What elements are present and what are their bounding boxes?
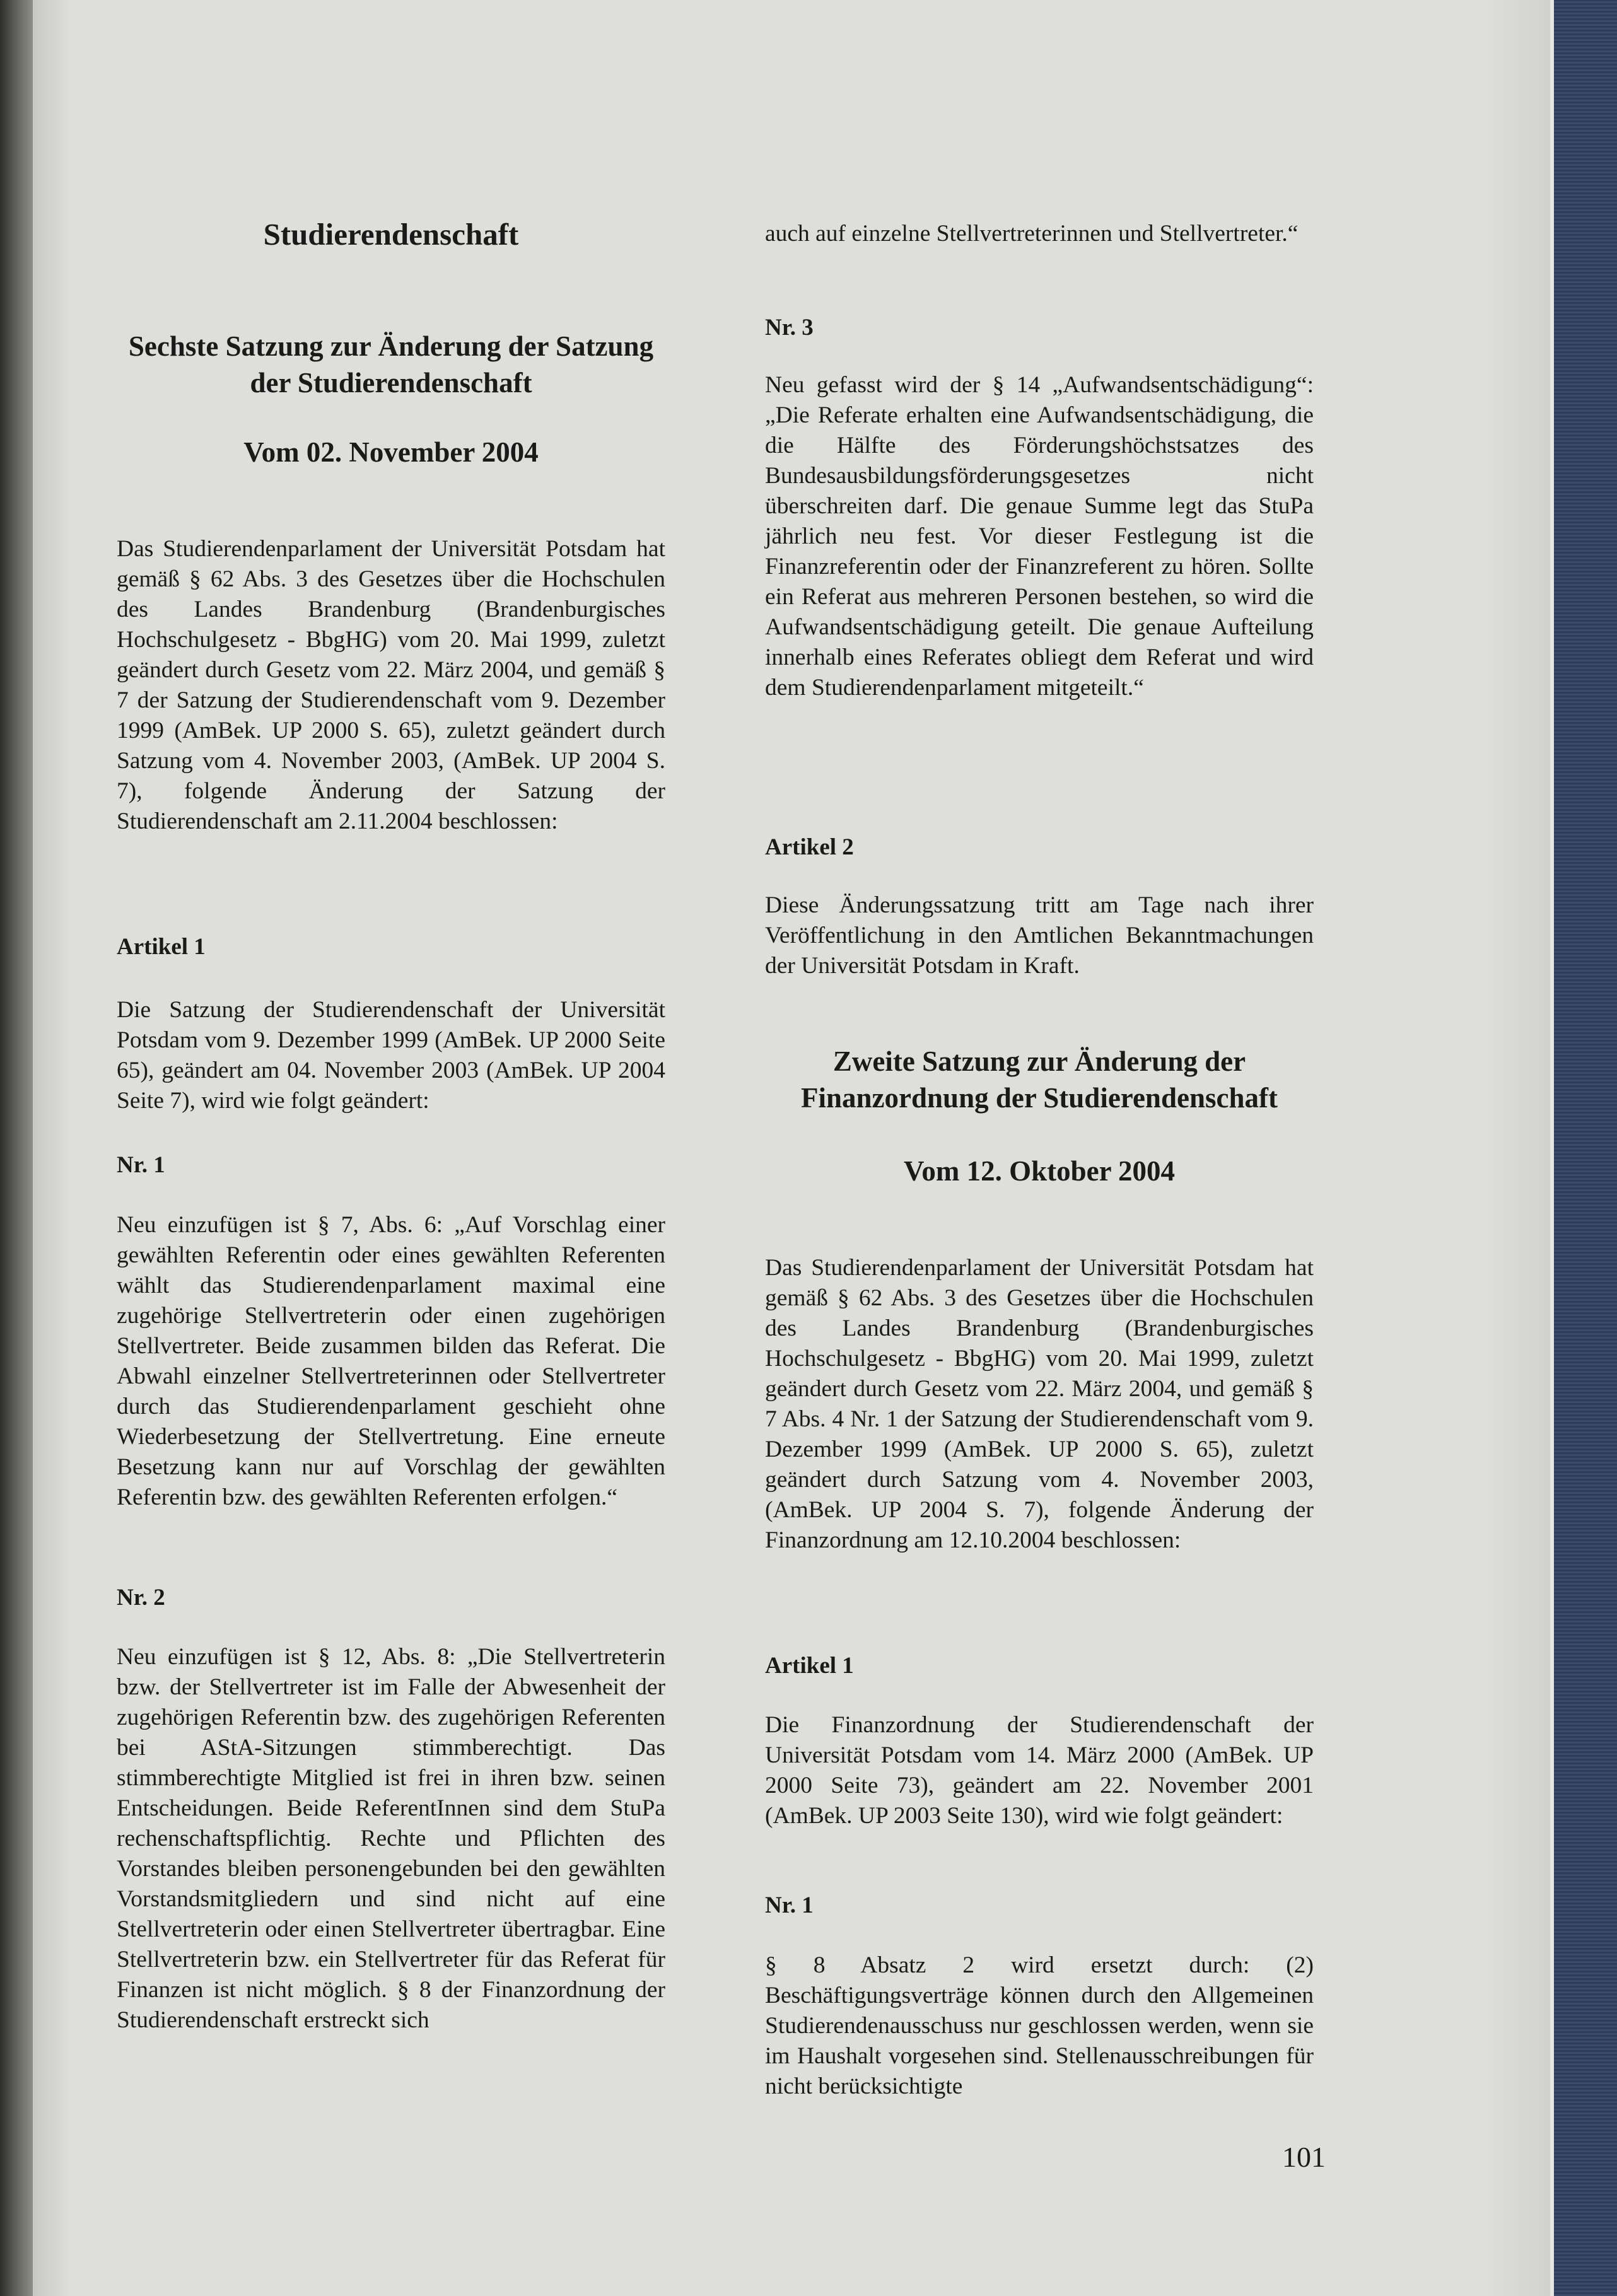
doc1-article2-text: Diese Änderungssatzung tritt am Tage nach ihrer Veröffentlichung in den Amtlichen Bekanntmachungen der Universität Potsdam in Kraft. bbox=[765, 892, 1314, 979]
doc2-preamble: Das Studierendenparlament der Universität Potsdam hat gemäß § 62 Abs. 3 des Gesetzes über die Hochschulen des Landes Brandenburg (Brandenburgisches Hochschulgesetz - BbgHG) vom 20. Mai 1999, zuletzt geändert durch Gesetz vom 22. März 2004, und gemäß § 7 Abs. 4 Nr. 1 der Satzung der Studierendenschaft vom 9. Dezember 1999 (AmBek. UP 2000 S. 65), zuletzt geändert durch Satzung vom 4. November 2003, (AmBek. UP 2004 S. 7), folgende Änderung der Finanzordnung am 12.10.2004 beschlossen: bbox=[765, 1255, 1314, 1553]
doc2-article1-heading: Artikel 1 bbox=[765, 1653, 854, 1679]
doc1-preamble: Das Studierendenparlament der Universität Potsdam hat gemäß § 62 Abs. 3 des Gesetzes über die Hochschulen des Landes Brandenburg (Brandenburgisches Hochschulgesetz - BbgHG) vom 20. Mai 1999, zuletzt geändert durch Gesetz vom 22. März 2004, und gemäß § 7 der Satzung der Studierendenschaft vom 9. Dezember 1999 (AmBek. UP 2000 S. 65), zuletzt geändert durch Satzung vom 4. November 2003, (AmBek. UP 2004 S. 7), folgende Änderung der Satzung der Studierendenschaft am 2.11.2004 beschlossen: bbox=[117, 536, 665, 834]
doc1-nr2-continuation: auch auf einzelne Stellvertreterinnen und Stellvertreter.“ bbox=[765, 221, 1299, 247]
doc2-nr1-text: § 8 Absatz 2 wird ersetzt durch: (2) Beschäftigungsverträge können durch den Allgemeinen Studierendenausschuss nur geschlossen werden, wenn sie im Haushalt vorgesehen sind. Stellenausschreibungen für nicht berücksichtigte bbox=[765, 1952, 1314, 2099]
doc1-nr1-heading: Nr. 1 bbox=[117, 1152, 165, 1178]
doc1-nr2-text: Neu einzufügen ist § 12, Abs. 8: „Die Stellvertreterin bzw. der Stellvertreter ist im Falle der Abwesenheit der zugehörigen Referentin bzw. des zugehörigen Referenten bei AStA-Sitzungen stimmberechtigt. Das stimmberechtigte Mitglied ist frei in ihren bzw. seinen Entscheidungen. Beide ReferentInnen sind dem StuPa rechenschaftspflichtig. Rechte und Pflichten des Vorstandes bleiben personengebunden bei den gewählten Vorstandsmitgliedern und sind nicht auf eine Stellvertreterin oder einen Stellvertreter übertragbar. Eine Stellvertreterin bzw. ein Stellvertreter für das Referat für Finanzen ist nicht möglich. § 8 der Finanzordnung der Studierendenschaft erstreckt sich bbox=[117, 1644, 665, 2033]
doc2-nr1-heading: Nr. 1 bbox=[765, 1892, 814, 1918]
doc1-nr3-heading: Nr. 3 bbox=[765, 315, 814, 341]
doc1-title: Sechste Satzung zur Änderung der Satzung der Studierendenschaft bbox=[128, 330, 654, 399]
section-title: Studierendenschaft bbox=[263, 217, 519, 252]
doc1-article1-text: Die Satzung der Studierendenschaft der Universität Potsdam vom 9. Dezember 1999 (AmBek. UP 2000 Seite 65), geändert am 04. November 2003 (AmBek. UP 2004 Seite 7), wird wie folgt geändert: bbox=[117, 997, 665, 1114]
doc2-title: Zweite Satzung zur Änderung der Finanzordnung der Studierendenschaft bbox=[801, 1046, 1278, 1114]
book-gutter-shadow bbox=[0, 0, 33, 2296]
doc2-article1-text: Die Finanzordnung der Studierendenschaft der Universität Potsdam vom 14. März 2000 (AmBek. UP 2000 Seite 73), geändert am 22. November 2001 (AmBek. UP 2003 Seite 130), wird wie folgt geändert: bbox=[765, 1712, 1314, 1829]
doc1-date: Vom 02. November 2004 bbox=[243, 436, 539, 468]
doc1-nr1-text: Neu einzufügen ist § 7, Abs. 6: „Auf Vorschlag einer gewählten Referentin oder eines gewählten Referenten wählt das Studierendenparlament maximal eine zugehörige Stellvertreterin oder einen zugehörigen Stellvertreter. Beide zusammen bilden das Referat. Die Abwahl einzelner Stellvertreterinnen oder Stellvertreter durch das Studierendenparlament geschieht ohne Wiederbesetzung der Stellvertretung. Eine erneute Besetzung kann nur auf Vorschlag der gewählten Referentin bzw. des gewählten Referenten erfolgen.“ bbox=[117, 1212, 665, 1510]
page-number: 101 bbox=[1282, 2141, 1326, 2173]
doc2-date: Vom 12. Oktober 2004 bbox=[903, 1155, 1176, 1187]
doc1-nr3-text: Neu gefasst wird der § 14 „Aufwandsentschädigung“: „Die Referate erhalten eine Aufwandsentschädigung, die die Hälfte des Förderungshöchstsatzes des Bundesausbildungsförderungsgesetzes nicht überschreiten darf. Die genaue Summe legt das StuPa jährlich neu fest. Vor dieser Festlegung ist die Finanzreferentin oder der Finanzreferent zu hören. Sollte ein Referat aus mehreren Personen bestehen, so wird die Aufwandsentschädigung geteilt. Die genaue Aufteilung innerhalb eines Referates obliegt dem Referat und wird dem Studierendenparlament mitgeteilt.“ bbox=[765, 372, 1314, 701]
doc1-nr2-heading: Nr. 2 bbox=[117, 1585, 165, 1611]
book-cover-edge bbox=[1550, 0, 1617, 2296]
doc1-article2-heading: Artikel 2 bbox=[765, 834, 854, 860]
doc1-article1-heading: Artikel 1 bbox=[117, 934, 206, 960]
